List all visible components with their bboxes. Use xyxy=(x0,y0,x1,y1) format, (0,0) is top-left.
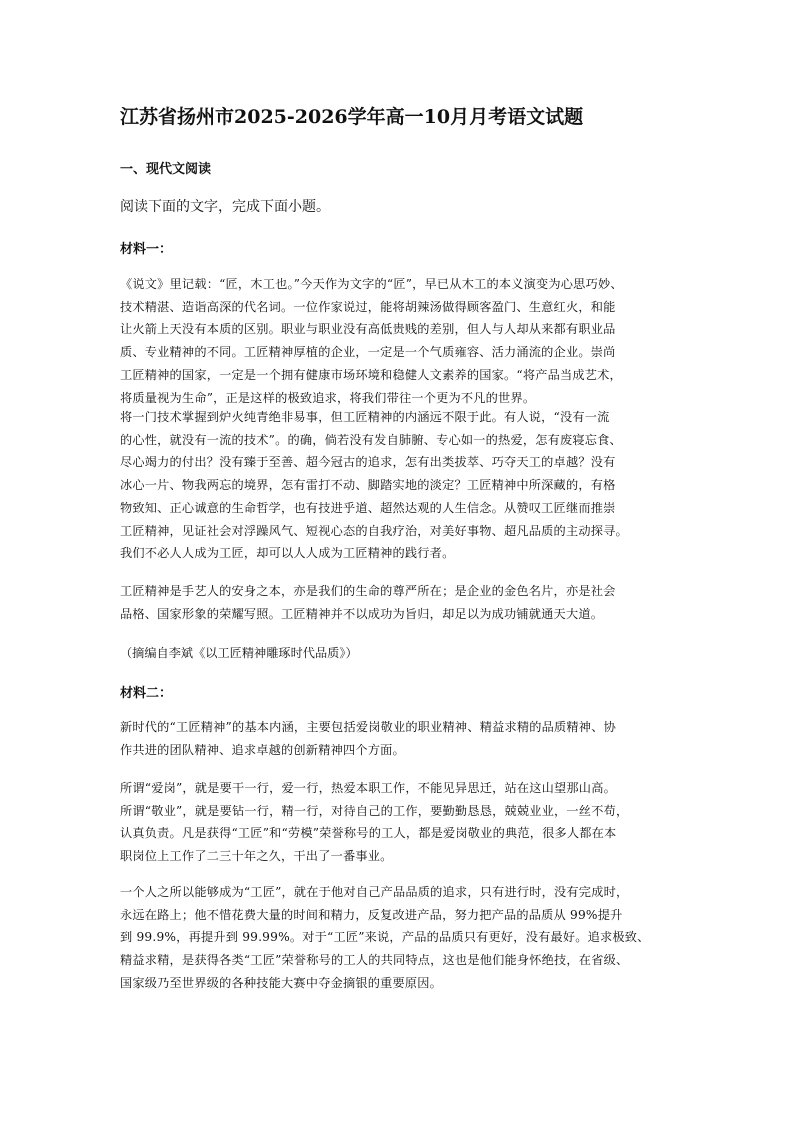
material1-paragraph-3 xyxy=(120,580,676,625)
text-line: 品格、国家形象的荣耀写照。工匠精神并不以成功为旨归，却足以为成功铺就通天大道。 xyxy=(120,606,604,621)
material2-paragraph-1 xyxy=(120,716,676,761)
text-line: 作共进的团队精神、追求卓越的创新精神四个方面。 xyxy=(120,742,405,757)
reading-instruction: 阅读下面的文字，完成下面小题。 xyxy=(120,199,330,215)
material2-label: 材料二： xyxy=(120,686,173,701)
material1-paragraph-2 xyxy=(120,406,676,565)
text-line: 将质量视为生命”，正是这样的极致追求，将我们带往一个更为不凡的世界。 xyxy=(120,390,536,405)
text-line: 尽心竭力的付出？没有臻于至善、超今冠古的追求，怎有出类拔萃、巧夺天工的卓越？没有 xyxy=(120,455,616,470)
material2-paragraph-2 xyxy=(120,777,676,868)
text-line: 我们不必人人成为工匠，却可以人人成为工匠精神的践行者。 xyxy=(120,546,455,561)
page-title: 江苏省扬州市2025-2026学年高一10月月考语文试题 xyxy=(120,106,584,128)
text-line: 一个人之所以能够成为“工匠”，就在于他对自己产品品质的追求，只有进行时，没有完成时， xyxy=(120,885,629,899)
text-line: 冰心一片、物我两忘的境界，怎有雷打不动、脚踏实地的淡定？工匠精神中所深藏的，有格 xyxy=(120,478,616,493)
material1-paragraph-1 xyxy=(120,273,676,409)
text-line: 永远在路上；他不惜花费大量的时间和精力，反复改进产品，努力把产品的品质从 99%提升 xyxy=(120,907,623,922)
material2-paragraph-3 xyxy=(120,881,676,995)
text-line: 精益求精，是获得各类“工匠”荣誉称号的工人的共同特点，这也是他们能身怀绝技，在省级、 xyxy=(120,953,629,968)
text-line: 让火箭上天没有本质的区别。职业与职业没有高低贵贱的差别，但人与人却从来都有职业品 xyxy=(120,322,616,337)
text-line: 所谓“爱岗”，就是要干一行，爱一行，热爱本职工作，不能见异思迁，站在这山望那山高。 xyxy=(120,781,616,795)
text-line: 到 99.9%，再提升到 99.99%。对于“工匠”来说，产品的品质只有更好，没有最好。追求极致、 xyxy=(120,930,650,945)
material1-label: 材料一： xyxy=(120,242,173,257)
text-line: 技术精湛、造诣高深的代名词。一位作家说过，能将胡辣汤做得顾客盈门、生意红火，和能 xyxy=(120,299,616,314)
text-line: 工匠精神，见证社会对浮躁风气、短视心态的自我疗治，对美好事物、超凡品质的主动探寻。 xyxy=(120,523,628,538)
text-line: 国家级乃至世界级的各种技能大赛中夺金摘银的重要原因。 xyxy=(120,975,443,990)
text-line: 《说文》里记载：“匠，木工也。”今天作为文字的“匠”，早已从木工的本义演变为心思巧妙、 xyxy=(120,277,623,291)
text-line: 职岗位上工作了二三十年之久，干出了一番事业。 xyxy=(120,849,393,864)
text-line: 质、专业精神的不同。工匠精神厚植的企业，一定是一个气质雍容、活力涌流的企业。崇尚 xyxy=(120,345,616,360)
text-line: 将一门技术掌握到炉火纯青绝非易事，但工匠精神的内涵远不限于此。有人说，“没有一流 xyxy=(120,410,610,424)
material1-source: （摘编自李斌《以工匠精神雕琢时代品质》） xyxy=(120,646,358,660)
text-line: 认真负责。凡是获得“工匠”和“劳模”荣誉称号的工人，都是爱岗敬业的典范，很多人都在本 xyxy=(120,826,617,841)
text-line: 工匠精神是手艺人的安身之本，亦是我们的生命的尊严所在；是企业的金色名片，亦是社会 xyxy=(120,584,616,598)
text-line: 物致知、正心诚意的生命哲学，也有技进乎道、超然达观的人生信念。从赞叹工匠继而推崇 xyxy=(120,500,616,515)
text-line: 所谓“敬业”，就是要钻一行，精一行，对待自己的工作，要勤勤恳恳，兢兢业业，一丝不苟， xyxy=(120,803,629,818)
text-line: 的心性，就没有一流的技术”。的确，倘若没有发自肺腑、专心如一的热爱，怎有废寝忘食、 xyxy=(120,432,622,447)
text-line: 工匠精神的国家，一定是一个拥有健康市场环境和稳健人文素养的国家。“将产品当成艺术， xyxy=(120,367,622,382)
section-heading: 一、现代文阅读 xyxy=(120,162,212,177)
text-line: 新时代的“工匠精神”的基本内涵，主要包括爱岗敬业的职业精神、精益求精的品质精神、协 xyxy=(120,720,616,734)
